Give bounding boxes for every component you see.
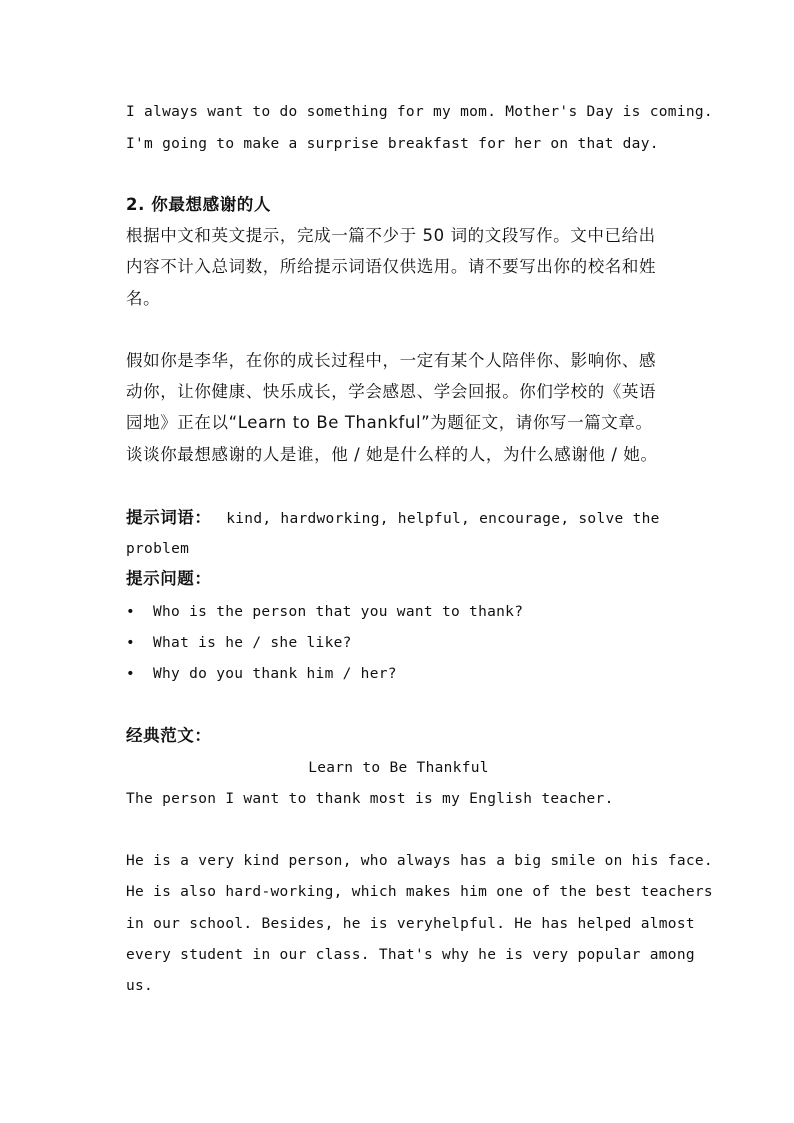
model-essay-label: 经典范文： (126, 726, 212, 745)
question-text: Who is the person that you want to thank? (153, 604, 524, 620)
question-text: What is he / she like? (153, 635, 352, 651)
scenario-line-1: 假如你是李华，在你的成长过程中，一定有某个人陪伴你、影响你、感 (126, 351, 657, 370)
instructions-line-1: 根据中文和英文提示，完成一篇不少于 50 词的文段写作。文中已给出 (126, 226, 656, 245)
hint-words-label: 提示词语： (126, 508, 212, 527)
bullet-icon: • (126, 666, 136, 682)
essay-title: Learn to Be Thankful (308, 760, 489, 776)
scenario-line-3: 园地》正在以“Learn to Be Thankful”为题征文，请你写一篇文章。 (126, 413, 653, 432)
hint-words: kind, hardworking, helpful, encourage, solve the (226, 511, 660, 527)
hint-words-cont: problem (126, 541, 190, 557)
hint-words-row (126, 508, 660, 529)
section-heading: 2. 你最想感谢的人 (126, 195, 271, 214)
essay-para2-line-2: He is also hard-working, which makes him one of the best teachers (126, 884, 713, 900)
question-text: Why do you thank him / her? (153, 666, 397, 682)
essay-para2-line-4: every student in our class. That's why he is very popular among (126, 947, 695, 963)
essay-para2-line-3: in our school. Besides, he is veryhelpful. He has helped almost (126, 916, 695, 932)
bullet-icon: • (126, 635, 136, 651)
essay-paragraph-1: The person I want to thank most is my English teacher. (126, 791, 614, 807)
essay-para2-line-1: He is a very kind person, who always has a big smile on his face. (126, 853, 713, 869)
instructions-line-2: 内容不计入总词数，所给提示词语仅供选用。请不要写出你的校名和姓 (126, 257, 657, 276)
scenario-line-4: 谈谈你最想感谢的人是谁，他 / 她是什么样的人，为什么感谢他 / 她。 (126, 445, 658, 464)
scenario-line-2: 动你，让你健康、快乐成长，学会感恩、学会回报。你们学校的《英语 (126, 382, 657, 401)
intro-line-2: I'm going to make a surprise breakfast for her on that day. (126, 136, 659, 152)
essay-para2-line-5: us. (126, 978, 154, 994)
intro-line-1: I always want to do something for my mom. Mother's Day is coming. (126, 104, 713, 120)
bullet-icon: • (126, 604, 136, 620)
hint-questions-label: 提示问题： (126, 569, 212, 588)
instructions-line-3: 名。 (126, 289, 161, 308)
